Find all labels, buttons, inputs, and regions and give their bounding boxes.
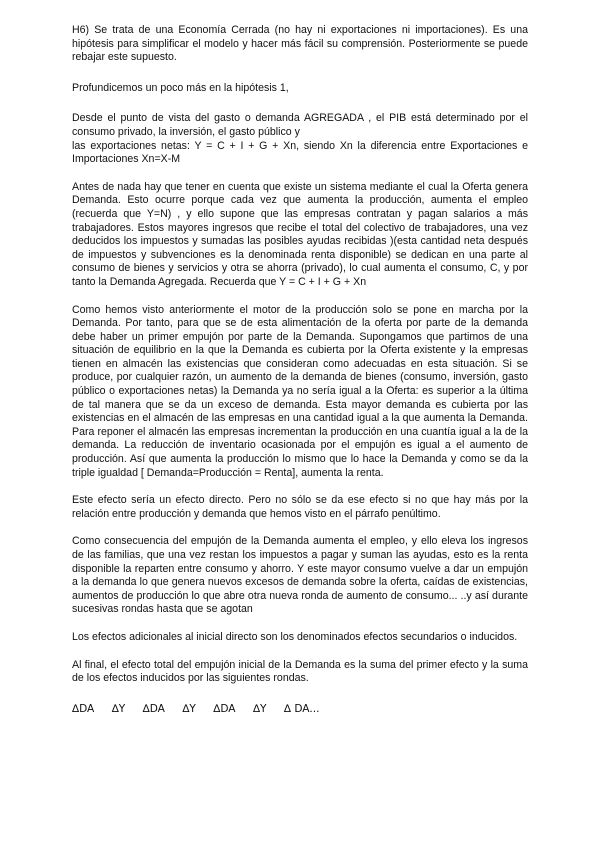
delta-item: ∆DA	[213, 702, 236, 715]
paragraph-efectos-adicionales: Los efectos adicionales al inicial directo son los denominados efectos secundarios o inducidos.	[72, 630, 518, 643]
delta-item: ∆Y	[111, 702, 126, 715]
delta-item: ∆DA	[142, 702, 165, 715]
document-page	[72, 24, 528, 716]
paragraph-h6: H6) Se trata de una Economía Cerrada (no hay ni exportaciones ni importaciones). Es una hipótesis para simplificar el modelo y hacer más fácil su comprensión. Posteriormente se puede rebajar este supuesto.	[72, 24, 528, 64]
paragraph-como-consecuencia: Como consecuencia del empujón de la Demanda aumenta el empleo, y ello eleva los ingresos de las familias, que una vez restan los impuestos a pagar y suman las ayudas, esto es la renta disponible la reparten entre consumo y ahorro. Y este mayor consumo vuelve a dar un empujón a la demanda lo que genera nuevos excesos de demanda sobre la oferta, caídas de existencias, aumentos de producción lo que abre otra nueva ronda de aumento de consumo... ..y así durante sucesivas rondas hasta que se agotan	[72, 535, 528, 616]
paragraph-profundicemos: Profundicemos un poco más en la hipótesis 1,	[72, 81, 289, 94]
delta-sequence	[72, 703, 528, 717]
delta-item: ∆Y	[182, 702, 196, 715]
delta-item: ∆Y	[252, 702, 267, 715]
paragraph-como-hemos-visto: Como hemos visto anteriormente el motor de la producción solo se pone en marcha por la Demanda. Por tanto, para que se de esta alimentación de la oferta por parte de la demanda debe haber un primer empujón por parte de la Demanda. Supongamos que partimos de una situación de equilibrio en la que la Demanda es cubierta por la Oferta existente y la empresas tienen en almacén las existencias que consideran como adecuadas en esta situación. Si se produce, por cualquier razón, un aumento de la demanda de bienes (consumo, inversión, gasto público o exportaciones netas) la Demanda ya no sería igual a la Oferta: es superior a la última de tal manera que se da un exceso de demanda. Esta mayor demanda es cubierta por las existencias en el almacén de las empresas en una cantidad igual a la que aumenta la Demanda. Para reponer el almacén las empresas incrementan la producción en una cuantía igual a la de la demanda. La reducción de inventario ocasionada por el empujón es igual a el aumento de producción. Así que aumenta la producción lo mismo que lo hace la Demanda y como se da la triple igualdad [ Demanda=Producción = Renta], aumenta la renta.	[72, 303, 528, 479]
delta-item: ∆DA	[72, 702, 95, 715]
paragraph-antes-de-nada: Antes de nada hay que tener en cuenta que existe un sistema mediante el cual la Oferta genera Demanda. Esto ocurre porque cada vez que aumenta la producción, aumenta el empleo (recuerda que Y=N) , y ello supone que las empresas contratan y pagan salarios a más trabajadores. Estos mayores ingresos que recibe el total del colectivo de trabajadores, una vez deducidos los impuestos y sumadas las posibles ayudas recibidas )(esta cantidad neta después de impuestos y subvenciones es la denominada renta disponible) se dedican en una parte al consumo de bienes y servicios y otra se ahorra (privado), lo cual aumenta el consumo, C, y por tanto la Demanda Agregada. Recuerda que Y = C + I + G + Xn	[72, 180, 528, 288]
paragraph-demanda-agregada-2: las exportaciones netas: Y = C + I + G + Xn, siendo Xn la diferencia entre Exportaciones e Importaciones Xn=X-M	[72, 139, 528, 166]
paragraph-efecto-directo: Este efecto sería un efecto directo. Pero no sólo se da ese efecto si no que hay más por la relación entre producción y demanda que hemos visto en el párrafo penúltimo.	[72, 494, 528, 520]
paragraph-al-final: Al final, el efecto total del empujón inicial de la Demanda es la suma del primer efecto y la suma de los efectos inducidos por las siguientes rondas.	[72, 658, 528, 685]
delta-item: ∆ DA...	[283, 702, 320, 715]
paragraph-demanda-agregada-1: Desde el punto de vista del gasto o demanda AGREGADA , el PIB está determinado por el consumo privado, la inversión, el gasto público y	[72, 112, 528, 138]
